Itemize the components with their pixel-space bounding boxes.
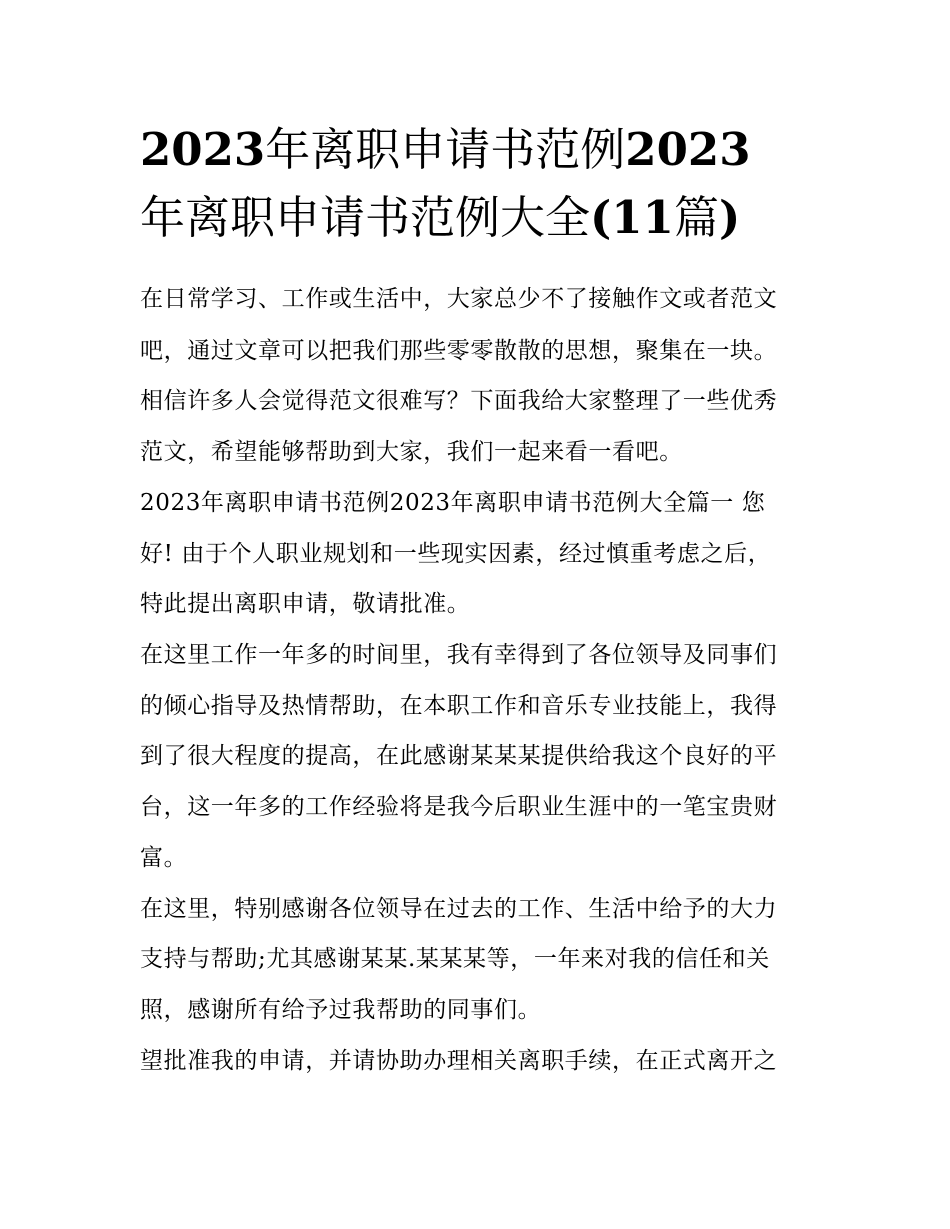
body-line: 特此提出离职申请，敬请批准。: [140, 591, 471, 617]
body-line: 在这里，特别感谢各位领导在过去的工作、生活中给予的大力: [140, 896, 778, 922]
body-line: 吧，通过文章可以把我们那些零零散散的思想，聚集在一块。: [140, 338, 778, 364]
body-line: 的倾心指导及热情帮助，在本职工作和音乐专业技能上，我得: [140, 693, 778, 719]
body-line: 照，感谢所有给予过我帮助的同事们。: [140, 997, 542, 1023]
body-line: 好! 由于个人职业规划和一些现实因素，经过慎重考虑之后，: [140, 541, 772, 567]
title-line-1: 2023年离职申请书范例2023: [140, 123, 751, 176]
body-line: 望批准我的申请，并请协助办理相关离职手续，在正式离开之: [140, 1048, 778, 1074]
body-line: 范文，希望能够帮助到大家，我们一起来看一看吧。: [140, 439, 683, 465]
body-line: 到了很大程度的提高，在此感谢某某某提供给我这个良好的平: [140, 743, 778, 769]
body-line: 台，这一年多的工作经验将是我今后职业生涯中的一笔宝贵财: [140, 794, 778, 820]
body-line: 在日常学习、工作或生活中，大家总少不了接触作文或者范文: [140, 286, 778, 312]
body-line: 支持与帮助;尤其感谢某某.某某某等，一年来对我的信任和关: [140, 946, 770, 972]
body-line: 富。: [140, 845, 188, 871]
document-title: [140, 116, 840, 252]
body-line: 在这里工作一年多的时间里，我有幸得到了各位领导及同事们: [140, 642, 778, 668]
body-line: 2023年离职申请书范例2023年离职申请书范例大全篇一 您: [140, 490, 766, 516]
title-line-2: 年离职申请书范例大全(11篇): [140, 191, 741, 244]
body-line: 相信许多人会觉得范文很难写？下面我给大家整理了一些优秀: [140, 388, 778, 414]
